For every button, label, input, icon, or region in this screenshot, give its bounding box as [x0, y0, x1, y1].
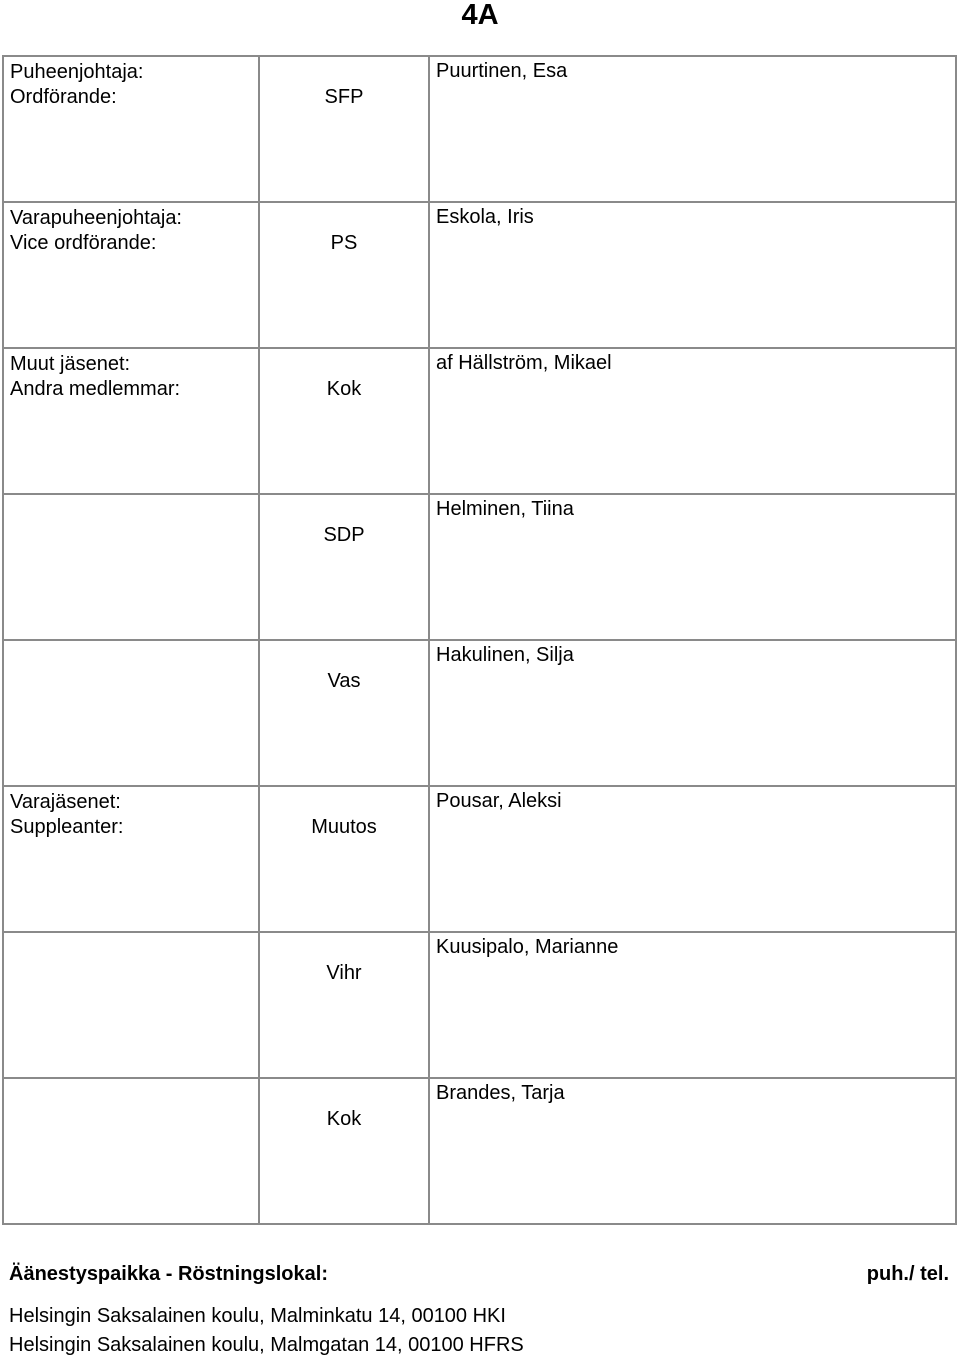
name-cell	[429, 56, 956, 202]
name-cell	[429, 494, 956, 640]
role-cell	[3, 786, 259, 932]
role-label: Muut jäsenet: Andra medlemmar:	[10, 353, 181, 400]
name-cell	[429, 348, 956, 494]
members-table	[2, 55, 957, 1225]
polling-station-heading: Äänestyspaikka - Röstningslokal:	[9, 1263, 328, 1285]
party-cell	[259, 202, 429, 348]
polling-station-address-sv: Helsingin Saksalainen koulu, Malmgatan 14, 00100 HFRS	[9, 1334, 524, 1356]
role-label	[4, 495, 258, 498]
role-cell	[3, 640, 259, 786]
polling-station-address-fi: Helsingin Saksalainen koulu, Malminkatu 14, 00100 HKI	[9, 1305, 506, 1327]
role-label	[4, 641, 258, 644]
party-label: Kok	[326, 1108, 362, 1130]
name-cell	[429, 640, 956, 786]
party-label: Vas	[327, 670, 361, 692]
party-cell	[259, 494, 429, 640]
role-label: Puheenjohtaja: Ordförande:	[10, 61, 144, 108]
role-cell	[3, 56, 259, 202]
document-code: 4A	[461, 0, 499, 31]
table-row	[3, 202, 956, 348]
name-cell	[429, 932, 956, 1078]
party-label: Kok	[326, 378, 362, 400]
role-cell	[3, 348, 259, 494]
name-cell	[429, 1078, 956, 1224]
party-label: SFP	[324, 86, 364, 108]
member-name: Pousar, Aleksi	[436, 790, 562, 812]
table-row	[3, 348, 956, 494]
party-label: SDP	[323, 524, 365, 546]
table-row	[3, 786, 956, 932]
table-row	[3, 56, 956, 202]
role-label: Varapuheenjohtaja: Vice ordförande:	[10, 207, 182, 254]
party-cell	[259, 786, 429, 932]
role-label: Varajäsenet: Suppleanter:	[10, 791, 124, 838]
party-cell	[259, 348, 429, 494]
member-name: Kuusipalo, Marianne	[436, 936, 619, 958]
role-cell	[3, 494, 259, 640]
member-name: Eskola, Iris	[436, 206, 534, 228]
name-cell	[429, 202, 956, 348]
party-cell	[259, 1078, 429, 1224]
table-row	[3, 494, 956, 640]
party-cell	[259, 56, 429, 202]
member-name: Hakulinen, Silja	[436, 644, 574, 666]
table-row	[3, 932, 956, 1078]
role-cell	[3, 1078, 259, 1224]
party-cell	[259, 932, 429, 1078]
party-cell	[259, 640, 429, 786]
member-name: Helminen, Tiina	[436, 498, 574, 520]
role-cell	[3, 202, 259, 348]
phone-label: puh./ tel.	[866, 1263, 949, 1285]
table-row	[3, 1078, 956, 1224]
member-name: Puurtinen, Esa	[436, 60, 568, 82]
party-label: PS	[330, 232, 358, 254]
table-row	[3, 640, 956, 786]
party-label: Vihr	[326, 962, 362, 984]
role-label	[4, 1079, 258, 1082]
name-cell	[429, 786, 956, 932]
role-cell	[3, 932, 259, 1078]
party-label: Muutos	[311, 816, 377, 838]
member-name: Brandes, Tarja	[436, 1082, 565, 1104]
member-name: af Hällström, Mikael	[436, 352, 612, 374]
role-label	[4, 933, 258, 936]
